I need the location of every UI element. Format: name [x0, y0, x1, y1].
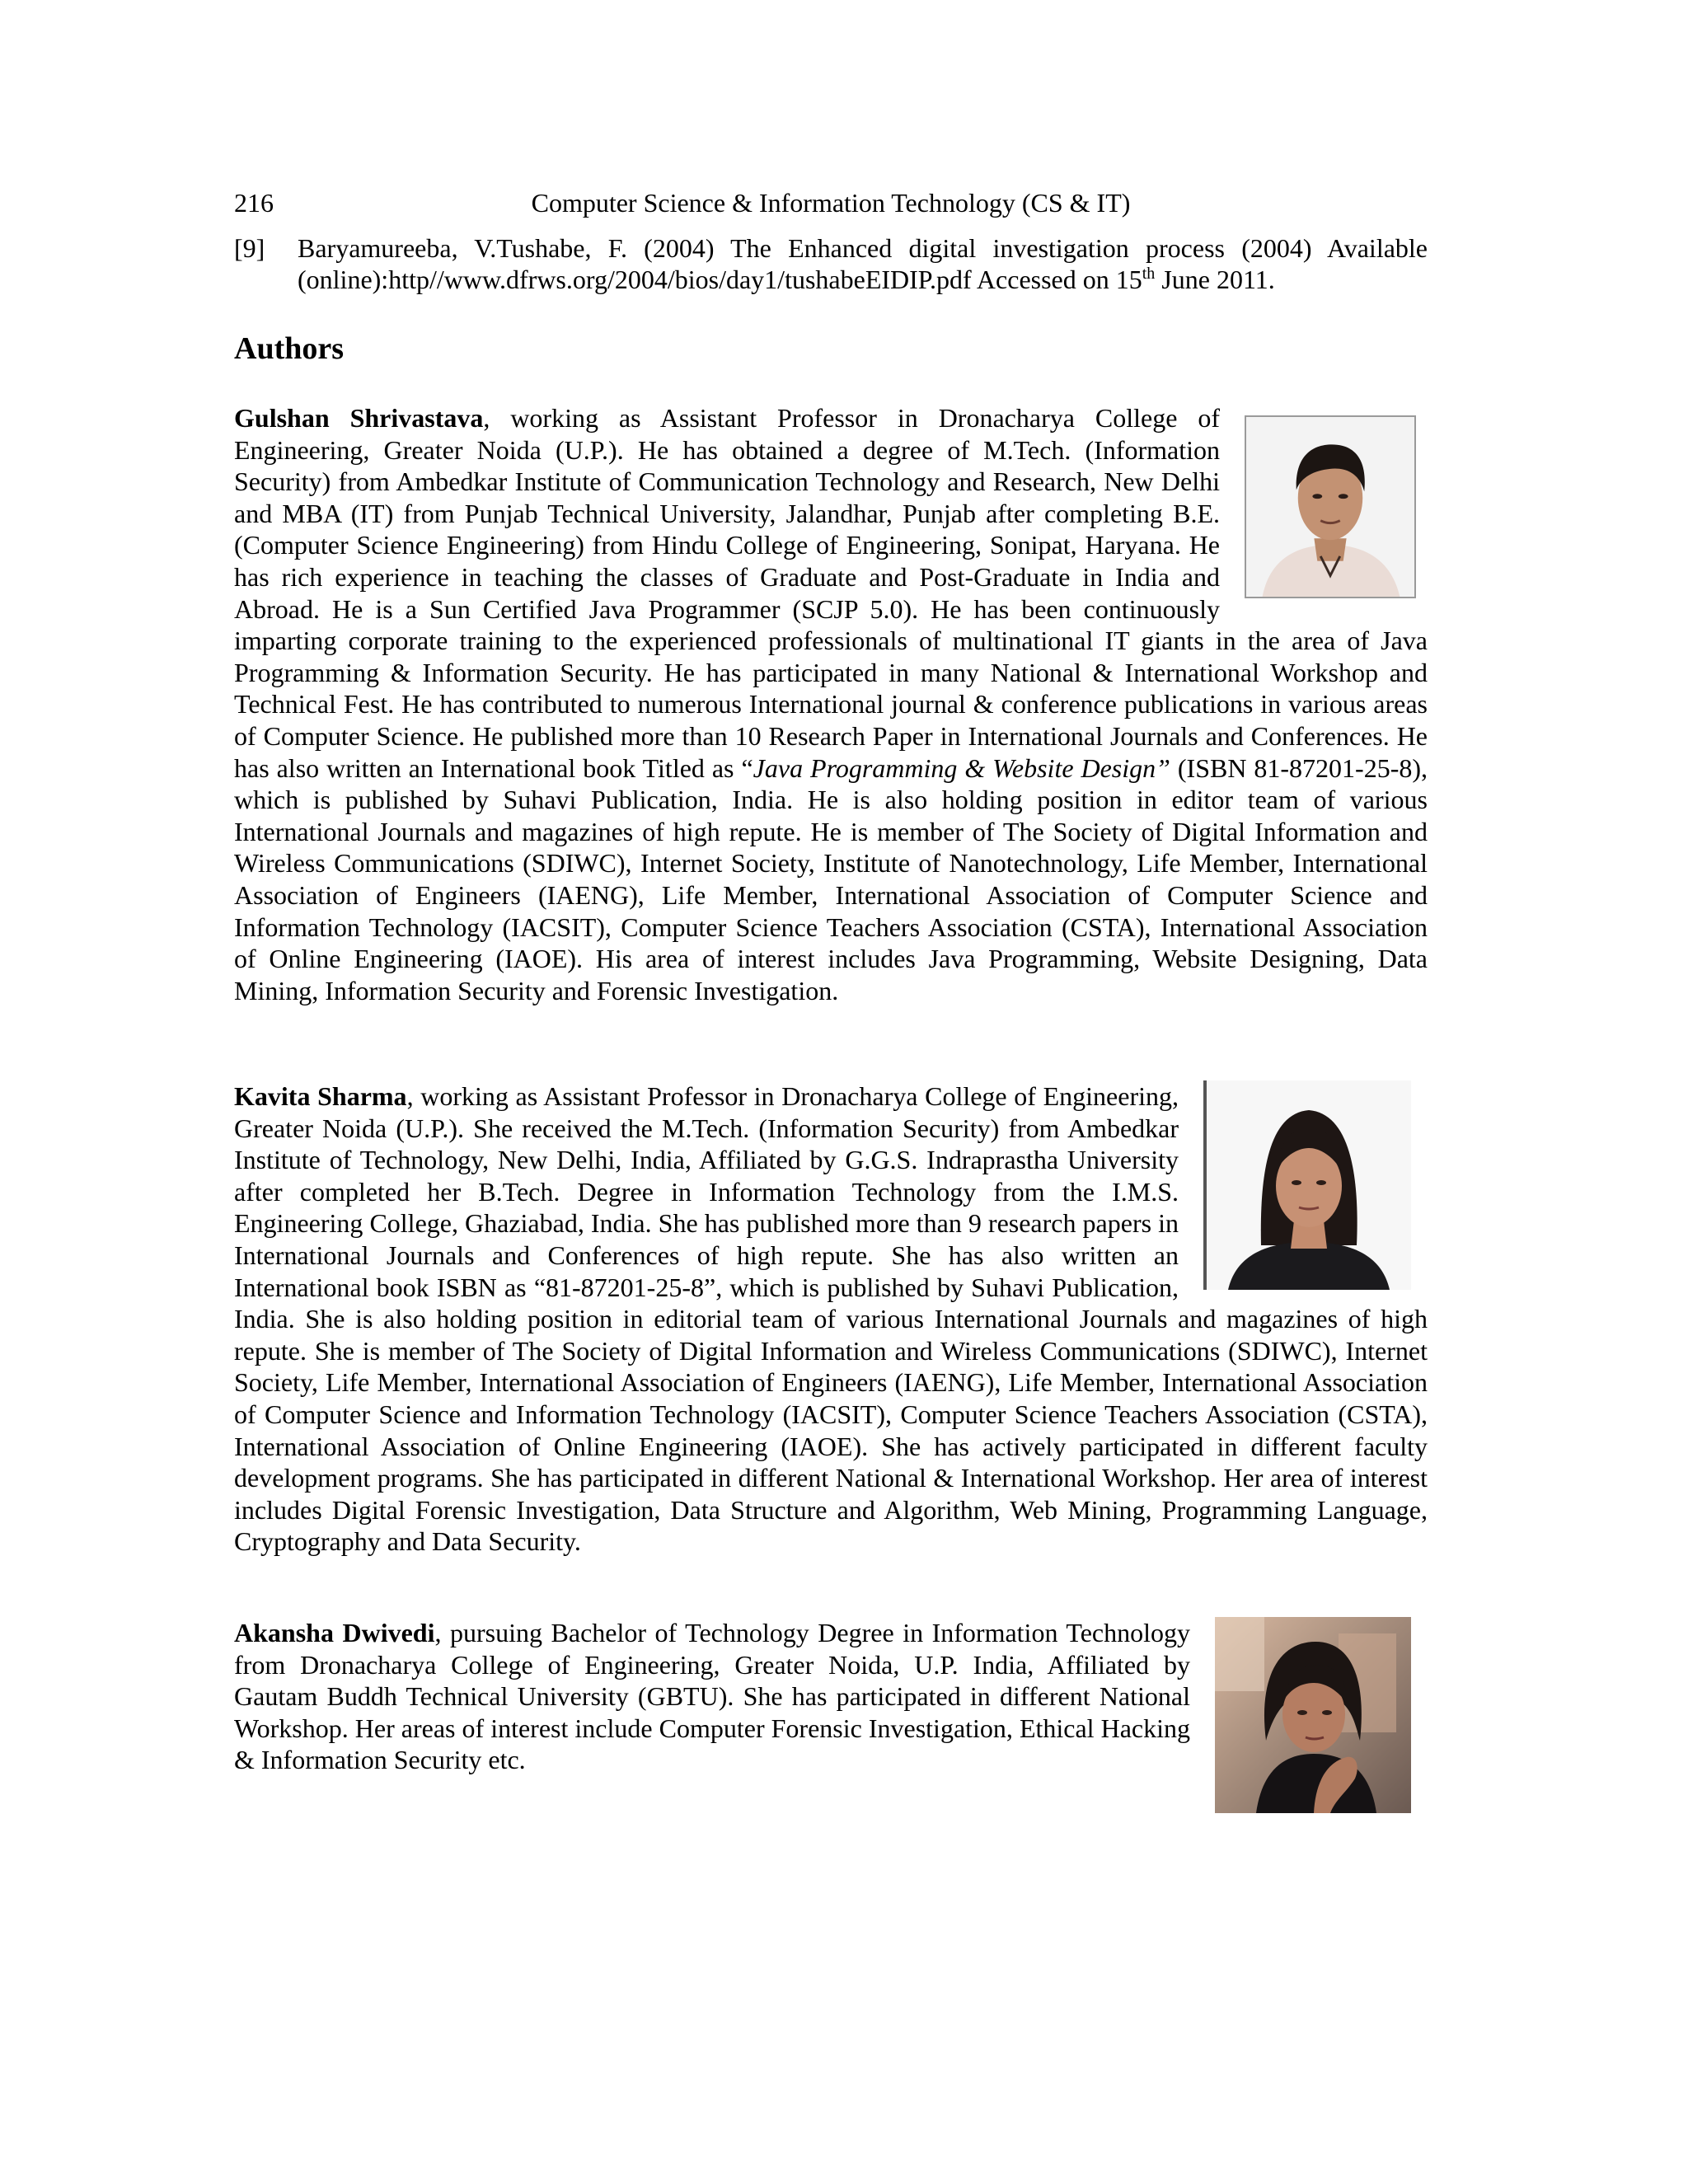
section-heading: Authors	[234, 331, 345, 366]
author-photo-3	[1215, 1617, 1411, 1813]
journal-title: Computer Science & Information Technology (CS & IT)	[531, 188, 1131, 218]
author-bio-3: Akansha Dwivedi, pursuing Bachelor of Technology Degree in Information Technology from Dronacharya College of Engineering, Greater Noida, U.P. India, Affiliated by Gautam Buddh Technical University (GBTU). She has participated in different National Workshop. Her areas of interest include Computer Forensic Investigation, Ethical Hacking & Information Security etc.	[234, 1617, 1428, 1815]
author-name-2: Kavita Sharma	[234, 1081, 407, 1111]
reference-superscript: th	[1142, 265, 1156, 283]
author-photo-2	[1203, 1080, 1411, 1290]
portrait-female-casual-icon	[1215, 1617, 1411, 1813]
portrait-female-icon	[1203, 1080, 1411, 1290]
author-name-1: Gulshan Shrivastava	[234, 403, 484, 433]
author-photo-1	[1245, 415, 1416, 598]
author-name-3: Akansha Dwivedi	[234, 1618, 435, 1647]
reference-number: [9]	[234, 233, 265, 263]
page-number: 216	[234, 188, 274, 218]
book-title: Java Programming & Website Design”	[753, 752, 1170, 783]
author-bio-2: Kavita Sharma, working as Assistant Professor in Dronacharya College of Engineering, Greater Noida (U.P.). She received the M.Tech. (Information Security) from Ambedkar Institute of Technology, New Delhi, India, Affiliated by G.G.S. Indraprastha University after completed her B.Tech. Degree in Information Technology from the I.M.S. Engineering College, Ghaziabad, India. She has published more than 9 research papers in International Journals and Conferences of high repute. She has also written an International book ISBN as “81-87201-25-8”, which is published by Suhavi Publication, India. She is also holding position in editorial team of various International Journals and magazines of high repute. She is member of The Society of Digital Information and Wireless Communications (SDIWC), Internet Society, Life Member, International Association of Engineers (IAENG), Life Member, International Association of Computer Science and Information Technology (IACSIT), Computer Science Teachers Association (CSTA), International Association of Online Engineering (IAOE). She has actively participated in different faculty development programs. She has participated in different National & International Workshop. Her area of interest includes Digital Forensic Investigation, Data Structure and Algorithm, Web Mining, Programming Language, Cryptography and Data Security.	[234, 1081, 1428, 1557]
reference-text: Baryamureeba, V.Tushabe, F. (2004) The Enhanced digital investigation process (2004) Available (online):http//www.dfrws.org/2004/bios/day1/tushabeEIDIP.pdf Accessed on 15th June 2011.	[298, 233, 1428, 294]
author-bio-1: Gulshan Shrivastava, working as Assistant Professor in Dronacharya College of Engineering, Greater Noida (U.P.). He has obtained a degree of M.Tech. (Information Security) from Ambedkar Institute of Communication Technology and Research, New Delhi and MBA (IT) from Punjab Technical University, Jalandhar, Punjab after completing B.E. (Computer Science Engineering) from Hindu College of Engineering, Sonipat, Haryana. He has rich experience in teaching the classes of Graduate and Post-Graduate in India and Abroad. He is a Sun Certified Java Programmer (SCJP 5.0). He has been continuously imparting corporate training to the experienced professionals of multinational IT giants in the area of Java Programming & Information Security. He has participated in many National & International Workshop and Technical Fest. He has contributed to numerous International journal & conference publications in various areas of Computer Science. He published more than 10 Research Paper in International Journals and Conferences. He has also written an International book Titled as “Java Programming & Website Design” (ISBN 81-87201-25-8), which is published by Suhavi Publication, India. He is also holding position in editor team of various International Journals and magazines of high repute. He is member of The Society of Digital Information and Wireless Communications (SDIWC), Internet Society, Institute of Nanotechnology, Life Member, International Association of Engineers (IAENG), Life Member, International Association of Computer Science and Information Technology (IACSIT), Computer Science Teachers Association (CSTA), International Association of Online Engineering (IAOE). His area of interest includes Java Programming, Website Designing, Data Mining, Information Security and Forensic Investigation.	[234, 403, 1428, 1005]
portrait-male-icon	[1246, 417, 1414, 597]
reference-entry	[234, 232, 1428, 295]
